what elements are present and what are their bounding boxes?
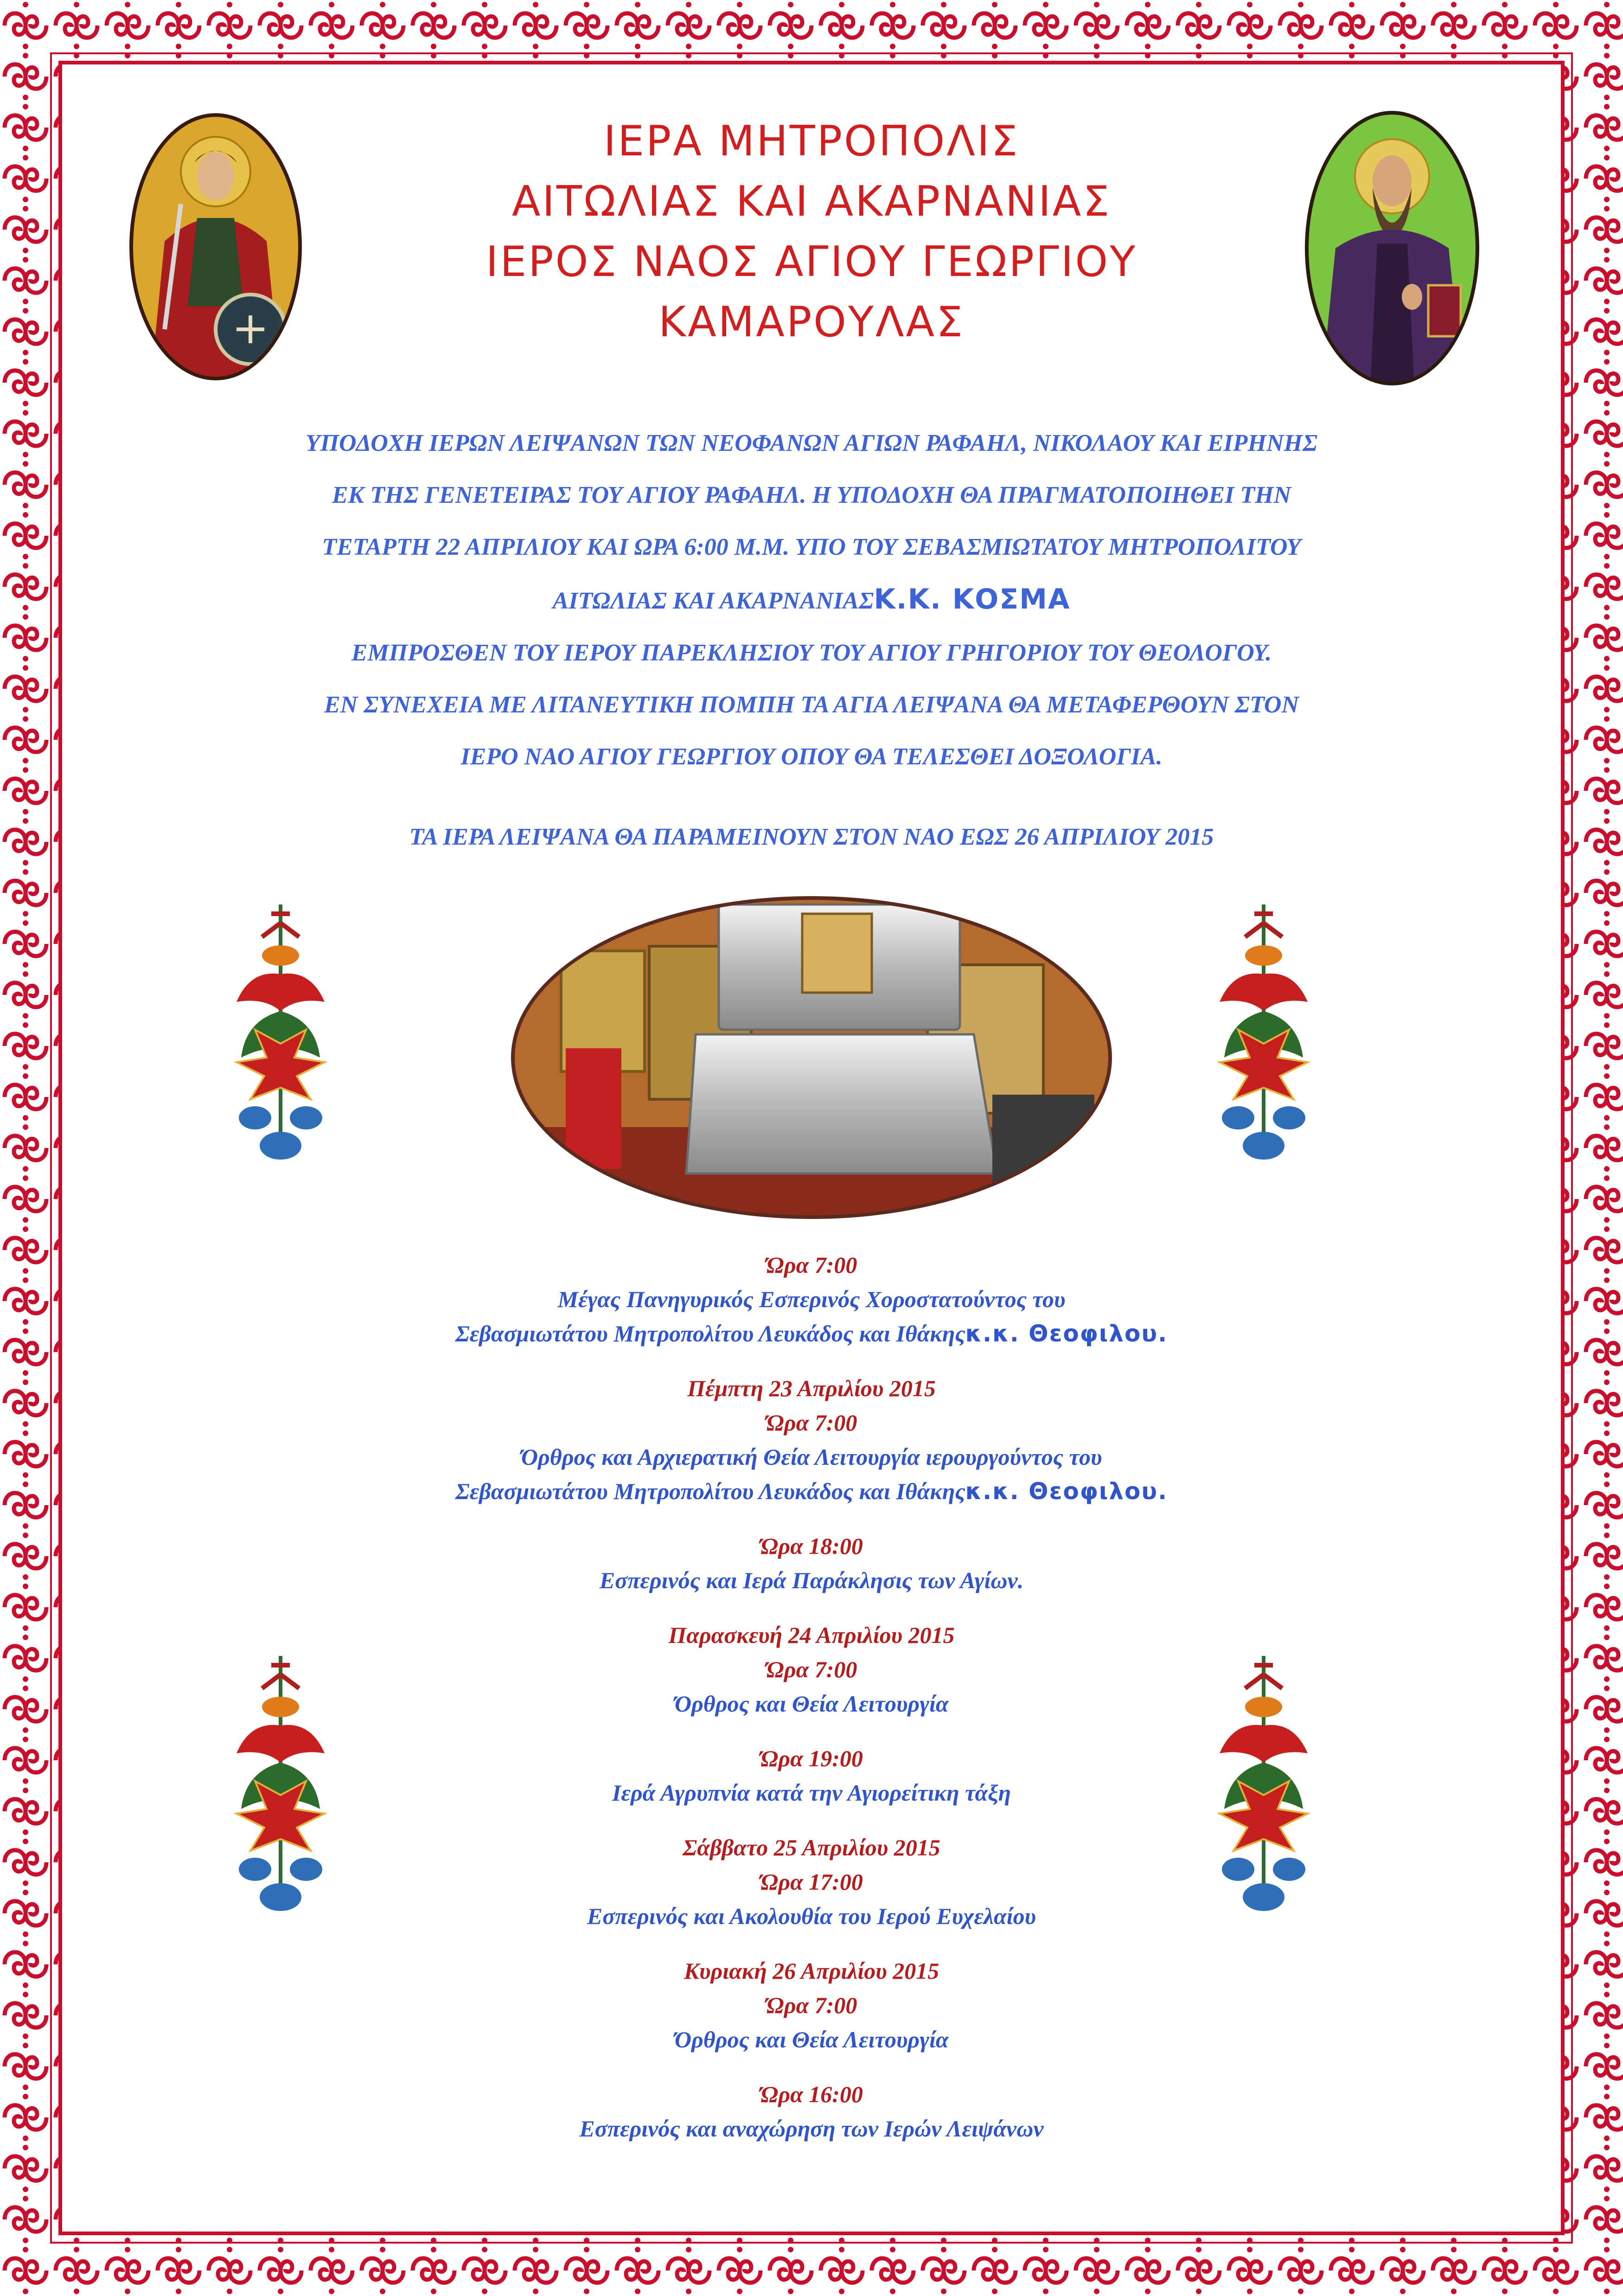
event-description: Εσπερινός και αναχώρηση των Ιερών Λειψάνων bbox=[579, 2116, 1044, 2142]
announcement-line-4 bbox=[148, 573, 1475, 627]
schedule-event bbox=[232, 1529, 1391, 1597]
announcement-line-7: ΙΕΡΟ ΝΑΟ ΑΓΙΟΥ ΓΕΩΡΓΙΟΥ ΟΠΟΥ ΘΑ ΤΕΛΕΣΘΕΙ ΔΟΞΟΛΟΓΙΑ. bbox=[460, 744, 1163, 770]
announcement-line-6: ΕΝ ΣΥΝΕΧΕΙΑ ΜΕ ΛΙΤΑΝΕΥΤΙΚΗ ΠΟΜΠΗ ΤΑ ΑΓΙΑ ΛΕΙΨΑΝΑ ΘΑ ΜΕΤΑΦΕΡΘΟΥΝ ΣΤΟΝ bbox=[324, 692, 1299, 718]
schedule-event bbox=[232, 1618, 1391, 1721]
bishop-name: κ.κ. Θεοφιλου. bbox=[965, 1478, 1168, 1505]
event-day: Σάββατο 25 Απριλίου 2015 bbox=[683, 1834, 940, 1860]
announcement-line-4-prefix: ΑΙΤΩΛΙΑΣ ΚΑΙ ΑΚΑΡΝΑΝΙΑΣ bbox=[552, 588, 874, 614]
event-day: Κυριακή 26 Απριλίου 2015 bbox=[684, 1958, 939, 1984]
event-time: Ώρα 7:00 bbox=[766, 1992, 857, 2018]
header-line-3: ΙΕΡΟΣ ΝΑΟΣ ΑΓΙΟΥ ΓΕΩΡΓΙΟΥ bbox=[486, 237, 1137, 286]
bishop-name: κ.κ. Θεοφιλου. bbox=[965, 1320, 1168, 1347]
event-description-text: Σεβασμιωτάτου Μητροπολίτου Λευκάδος και Ιθάκης bbox=[455, 1478, 965, 1504]
event-time: Ώρα 16:00 bbox=[760, 2081, 863, 2107]
event-day: Πέμπτη 23 Απριλίου 2015 bbox=[687, 1375, 936, 1401]
event-description: Εσπερινός και Ιερά Παράκλησις των Αγίων. bbox=[599, 1567, 1024, 1593]
event-time: Ώρα 7:00 bbox=[766, 1410, 857, 1436]
announcement-line-2: ΕΚ ΤΗΣ ΓΕΝΕΤΕΙΡΑΣ ΤΟΥ ΑΓΙΟΥ ΡΑΦΑΗΛ. Η ΥΠΟΔΟΧΗ ΘΑ ΠΡΑΓΜΑΤΟΠΟΙΗΘΕΙ ΤΗΝ bbox=[332, 482, 1291, 508]
header-line-1: ΙΕΡΑ ΜΗΤΡΟΠΟΛΙΣ bbox=[603, 117, 1020, 166]
announcement bbox=[148, 417, 1475, 783]
event-time: Ώρα 19:00 bbox=[760, 1745, 863, 1771]
flower-ornament-icon bbox=[227, 904, 334, 1164]
header bbox=[185, 111, 1438, 353]
relics-until-note: ΤΑ ΙΕΡΑ ΛΕΙΨΑΝΑ ΘΑ ΠΑΡΑΜΕΙΝΟΥΝ ΣΤΟΝ ΝΑΟ ΕΩΣ 26 ΑΠΡΙΛΙΟΥ 2015 bbox=[409, 824, 1214, 850]
event-description: Μέγας Πανηγυρικός Εσπερινός Χοροστατούντος του bbox=[557, 1286, 1066, 1312]
flower-ornament-icon bbox=[1210, 904, 1317, 1164]
header-line-4: ΚΑΜΑΡΟΥΛΑΣ bbox=[658, 298, 965, 346]
schedule-event bbox=[232, 1830, 1391, 1933]
event-description bbox=[232, 1474, 1391, 1508]
event-day: Παρασκευή 24 Απριλίου 2015 bbox=[668, 1622, 955, 1648]
event-description: Όρθρος και Αρχιερατική Θεία Λειτουργία ιερουργούντος του bbox=[521, 1444, 1102, 1470]
event-description: Ιερά Αγρυπνία κατά την Αγιορείτικη τάξη bbox=[612, 1780, 1011, 1806]
bishop-name: Κ.Κ. ΚΟΣΜΑ bbox=[874, 583, 1071, 616]
schedule-event bbox=[232, 1371, 1391, 1508]
reliquary-photo bbox=[510, 895, 1113, 1220]
event-description: Όρθρος και Θεία Λειτουργία bbox=[674, 1691, 949, 1717]
event-description: Όρθρος και Θεία Λειτουργία bbox=[674, 2027, 949, 2052]
schedule-event bbox=[232, 2077, 1391, 2146]
event-description-text: Σεβασμιωτάτου Μητροπολίτου Λευκάδος και Ιθάκης bbox=[455, 1321, 965, 1347]
announcement-line-3: ΤΕΤΑΡΤΗ 22 ΑΠΡΙΛΙΟΥ ΚΑΙ ΩΡΑ 6:00 Μ.Μ. ΥΠΟ ΤΟΥ ΣΕΒΑΣΜΙΩΤΑΤΟΥ ΜΗΤΡΟΠΟΛΙΤΟΥ bbox=[322, 534, 1301, 560]
event-time: Ώρα 17:00 bbox=[760, 1869, 863, 1895]
schedule bbox=[232, 1248, 1391, 2166]
event-time: Ώρα 18:00 bbox=[760, 1533, 863, 1559]
schedule-event bbox=[232, 1741, 1391, 1810]
announcement-line-1: ΥΠΟΔΟΧΗ ΙΕΡΩΝ ΛΕΙΨΑΝΩΝ ΤΩΝ ΝΕΟΦΑΝΩΝ ΑΓΙΩΝ ΡΑΦΑΗΛ, ΝΙΚΟΛΑΟΥ ΚΑΙ ΕΙΡΗΝΗΣ bbox=[305, 430, 1318, 456]
schedule-event bbox=[232, 1954, 1391, 2057]
announcement-line-5: ΕΜΠΡΟΣΘΕΝ ΤΟΥ ΙΕΡΟΥ ΠΑΡΕΚΛΗΣΙΟΥ ΤΟΥ ΑΓΙΟΥ ΓΡΗΓΟΡΙΟΥ ΤΟΥ ΘΕΟΛΟΓΟΥ. bbox=[351, 640, 1272, 666]
header-line-2: ΑΙΤΩΛΙΑΣ ΚΑΙ ΑΚΑΡΝΑΝΙΑΣ bbox=[511, 177, 1112, 226]
event-time: Ώρα 7:00 bbox=[766, 1656, 857, 1682]
event-description: Εσπερινός και Ακολουθία του Ιερού Ευχελαίου bbox=[587, 1903, 1036, 1929]
event-time: Ώρα 7:00 bbox=[766, 1252, 857, 1278]
schedule-event bbox=[232, 1248, 1391, 1351]
event-description bbox=[232, 1316, 1391, 1351]
